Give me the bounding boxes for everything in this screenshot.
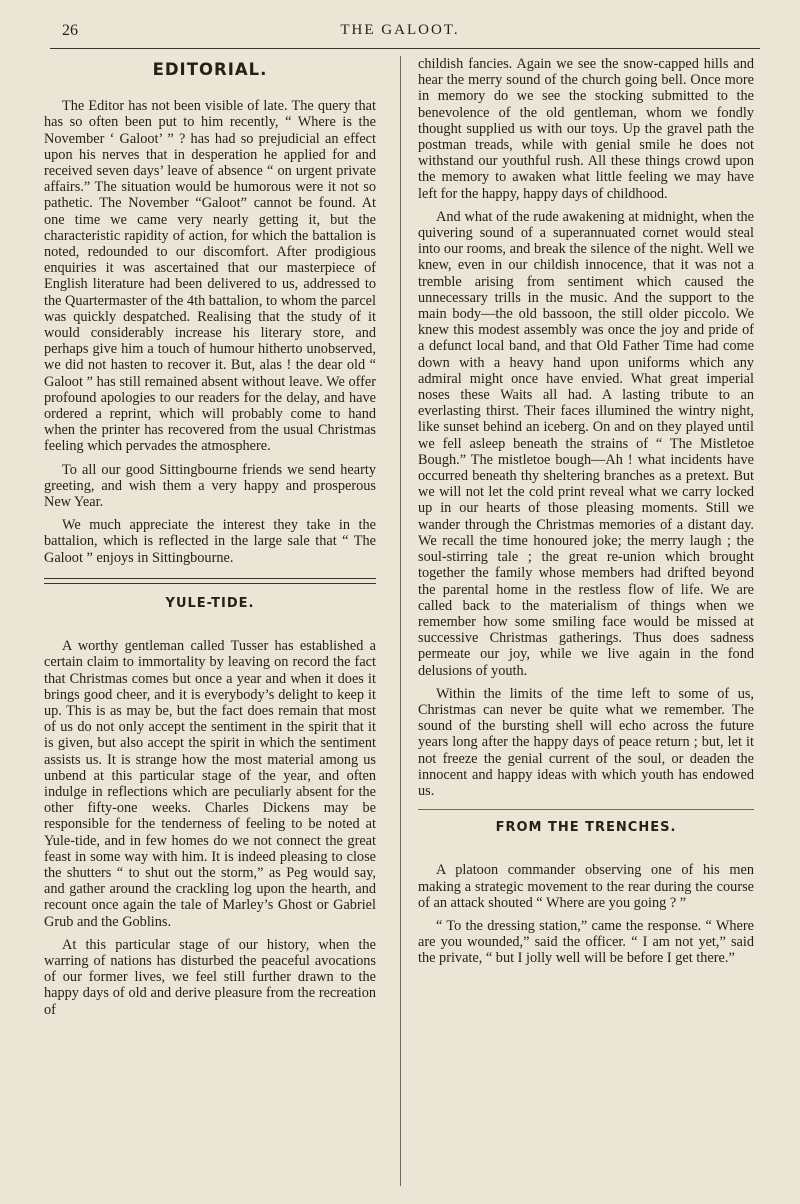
yuletide-paragraph: A worthy gentleman called Tusser has established a certain claim to immortality by leaving on record the fact that Christmas comes but once a year and when it does it brings good cheer, and it is everybody’s delight to keep it up. This is as may be, but the fact does remain that most of us do not only accept the sentiment in the spirit that it is given, but also accept the spirit in which the sentiment assists us. It is strange how the most material among us unbend at this particular stage of the year, and often indulge in reflections which are peculiarly absent for the other fifty-one weeks. Charles Dickens may be responsible for the tenderness of feeling to be noted at Yule-tide, and in few homes do we not connect the great feast in some way with him. It is indeed pleasing to close the shutters “ to shut out the storm,” as Peg would say, and gather around the crackling log upon the hearth, and recount once again the tale of Marley’s Ghost or Gabriel Grub and the Goblins. (44, 638, 376, 930)
column-divider (400, 56, 401, 1186)
trenches-paragraph: A platoon commander observing one of his men making a strategic movement to the rear during the course of an attack shouted “ Where are you going ? ” (418, 862, 754, 911)
yuletide-paragraph: And what of the rude awakening at midnight, when the quivering sound of a superannuated cornet would steal into our rooms, and break the silence of the night. Well we knew, even in our childish innocence, that it was not a tremble arising from sentiment which caused the unnecessary trills in the music. And the support to the main body—the old bassoon, the still older piccolo. We knew this modest assembly was once the joy and pride of a defunct local band, and that Old Father Time had come down with a heavy hand upon uniforms which any admiral might once have envied. What great imperial noses these Waits all had. A lasting tribute to an everlasting thirst. Their faces illumined the wintry night, like sunset behind an iceberg. On and on they played until we fell asleep beneath the strains of “ The Mistletoe Bough.” The mistletoe bough—Ah ! what incidents have occurred beneath thy sheltering branches as a pretext. But we will not let the cold print reveal what we carry locked up in our hearts of those pleasing moments. Still we wander through the Christmas memories of a distant day. We recall the time honoured joke; the merry laugh ; the soul-stirring tale ; the great re-union which brought together the family whose members had drifted beyond the parental home in the restless flow of life. We are called back to the materialism of things when we remember how some smiling face would be missed at successive Christmas gatherings. Thus does sadness permeate our joy, while we live again in the fond delusions of youth. (418, 208, 754, 679)
yuletide-paragraph: childish fancies. Again we see the snow-capped hills and hear the merry sound of the church going bell. Once more in memory do we see the stocking submitted to the benevolence of the old gentleman, whom we fondly thought supplied us with our toys. Up the gravel path the postman treads, while with genial smile he does not withstand our youthful rush. All these things crowd upon the memory to awaken what little feeling we may have left for the happy, happy days of childhood. (418, 56, 754, 202)
yuletide-heading: YULE-TIDE. (165, 595, 255, 611)
left-column (44, 56, 376, 1025)
right-column (418, 56, 754, 974)
section-divider (418, 809, 754, 810)
editorial-heading: EDITORIAL. (152, 60, 268, 79)
trenches-paragraph: “ To the dressing station,” came the response. “ Where are you wounded,” said the officer. “ I am not yet,” said the private, “ but I jolly well will be before I get there.” (418, 917, 754, 967)
editorial-paragraph: To all our good Sittingbourne friends we send hearty greeting, and wish them a very happy and prosperous New Year. (44, 461, 376, 511)
page-number: 26 (62, 22, 78, 39)
trenches-heading: FROM THE TRENCHES. (495, 820, 677, 836)
yuletide-paragraph: At this particular stage of our history, when the warring of nations has disturbed the peaceful avocations of our former lives, we feel still further drawn to the happy days of old and derive pleasure from the recreation of (44, 936, 376, 1018)
header-rule (50, 48, 760, 49)
page-header (48, 22, 752, 44)
editorial-paragraph: The Editor has not been visible of late. The query that has so often been put to him recently, “ Where is the November ‘ Galoot’ ” ? has had so prejudicial an effect upon his nerves that in desperation he applied for and received seven days’ leave of absence “ on urgent private affairs.” The situation would be humorous were it not so pathetic. The November “Galoot” cannot be found. At one time we came very nearly getting it, but the characteristic rapidity of action, for which the battalion is noted, redounded to our discomfort. After prodigious enquiries it was ascertained that our masterpiece of English literature had been delivered to us, addressed to the Quartermaster of the 4th battalion, to whom the parcel was quickly despatched. Realising that the study of it would considerably increase his literary store, and perhaps give him a touch of humour hitherto unobserved, we did not hasten to recover it. But, alas ! the dear old “ Galoot ” has still remained absent without leave. We offer profound apologies to our readers for the delay, and have ordered a reprint, which will probably come to hand when the printer has recovered from the usual Christmas feeling which pervades the atmosphere. (44, 98, 376, 455)
section-divider (44, 578, 376, 584)
editorial-paragraph: We much appreciate the interest they take in the battalion, which is reflected in the large sale that “ The Galoot ” enjoys in Sittingbourne. (44, 517, 376, 566)
running-title: THE GALOOT. (340, 22, 460, 38)
yuletide-paragraph: Within the limits of the time left to some of us, Christmas can never be quite what we remember. The sound of the bursting shell will echo across the future years long after the happy days of peace return ; but, let it not freeze the genial current of the soul, or deaden the innocent and happy ideas with which youth has endowed us. (418, 685, 754, 799)
